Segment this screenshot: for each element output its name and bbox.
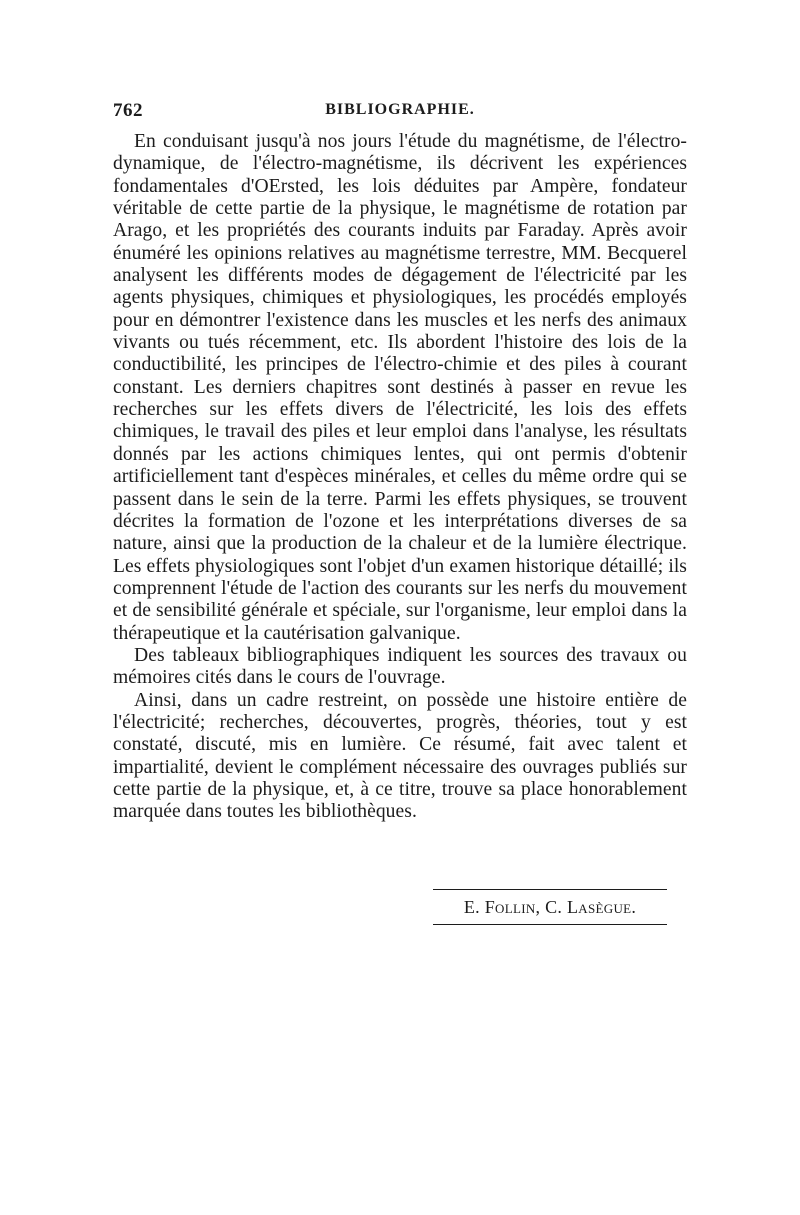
signature-block: [433, 889, 667, 925]
paragraph-2: Des tableaux bibliographiques indiquent les sources des travaux ou mémoires cités dans le cours de l'ouvrage.: [113, 644, 687, 689]
paragraph-1: En conduisant jusqu'à nos jours l'étude du magnétisme, de l'électro-dynamique, de l'électro-magnétisme, ils décrivent les expériences fondamentales d'OErsted, les lois déduites par Ampère, fondateur véritable de cette partie de la physique, le magnétisme de rotation par Arago, et les propriétés des courants induits par Faraday. Après avoir énuméré les opinions relatives au magnétisme terrestre, MM. Becquerel analysent les différents modes de dégagement de l'électricité par les agents physiques, chimiques et physiologiques, les procédés employés pour en démontrer l'existence dans les muscles et les nerfs des animaux vivants ou tués récemment, etc. Ils abordent l'histoire des lois de la conductibilité, les principes de l'électro-chimie et des piles à courant constant. Les derniers chapitres sont destinés à passer en revue les recherches sur les effets divers de l'électricité, les lois des effets chimiques, le travail des piles et leur emploi dans l'analyse, les résultats donnés par les actions chimiques lentes, qui ont permis d'obtenir artificiellement tant d'espèces minérales, et celles du même ordre qui se passent dans le sein de la terre. Parmi les effets physiques, se trouvent décrites la formation de l'ozone et les interprétations diverses de sa nature, ainsi que la production de la chaleur et de la lumière électrique. Les effets physiologiques sont l'objet d'un examen historique détaillé; ils comprennent l'étude de l'action des courants sur les nerfs du mouvement et de sensibilité générale et spéciale, sur l'organisme, leur emploi dans la thérapeutique et la cautérisation galvanique.: [113, 131, 687, 644]
running-head: [113, 100, 687, 126]
paragraph-3: Ainsi, dans un cadre restreint, on possède une histoire entière de l'électricité; recherches, découvertes, progrès, théories, tout y est constaté, discuté, mis en lumière. Ce résumé, fait avec talent et impartialité, devient le complément nécessaire des ouvrages publiés sur cette partie de la physique, et, à ce titre, trouve sa place honorablement marquée dans toutes les bibliothèques.: [113, 689, 687, 823]
author-signature: E. Follin, C. Lasègue.: [463, 897, 637, 917]
review-body: [113, 131, 687, 824]
page-number: 762: [113, 100, 143, 121]
signature-bottom-rule: [433, 924, 667, 925]
running-title: BIBLIOGRAPHIE.: [325, 101, 475, 118]
